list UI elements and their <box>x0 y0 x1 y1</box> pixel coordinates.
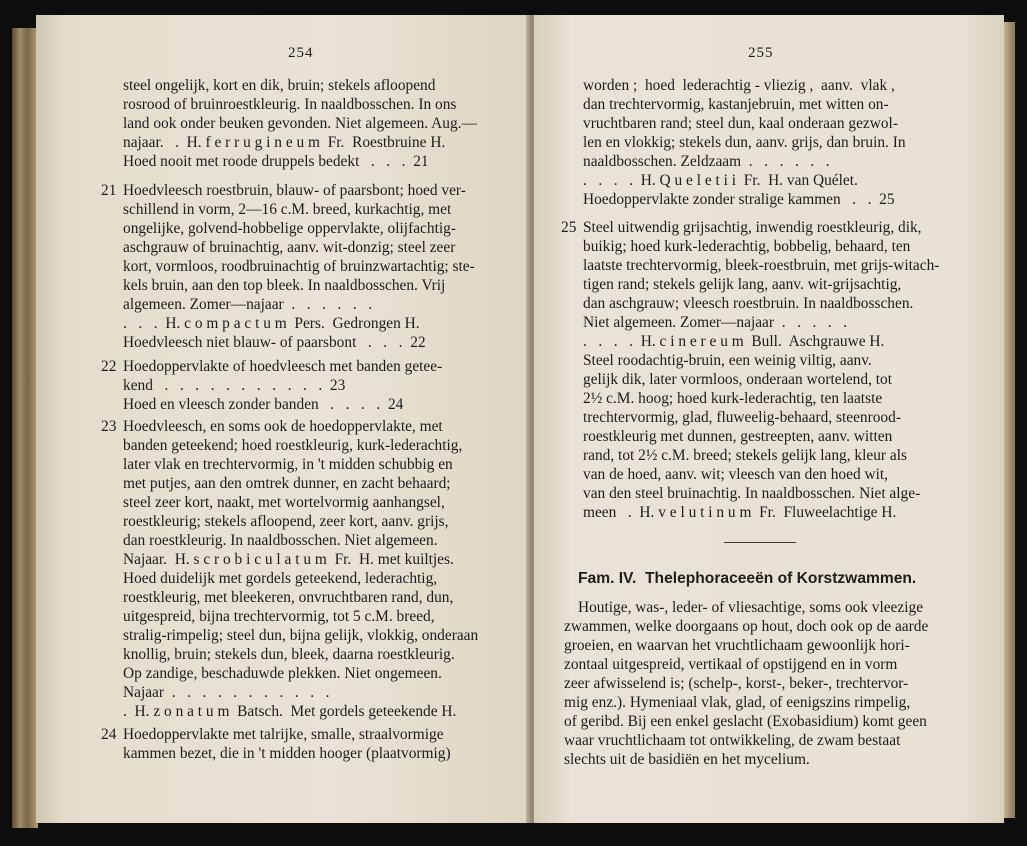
text-line: Hoedvleesch roestbruin, blauw- of paarsbont; hoed ver- <box>123 182 466 199</box>
key-number-21: 21 <box>101 182 117 199</box>
text-line: naaldbosschen. Zeldzaam . . . . . . <box>583 153 830 170</box>
text-line: roestkleurig; stekels afloopend, zeer kort, aanv. grijs, <box>123 513 449 530</box>
text-line: Najaar. H. s c r o b i c u l a t u m Fr. H. met kuiltjes. <box>123 551 454 568</box>
text-line: Hoedvleesch, en soms ook de hoedoppervlakte, met <box>123 418 443 435</box>
left-page <box>36 15 530 823</box>
text-line: . . . H. c o m p a c t u m Pers. Gedrongen H. <box>123 315 420 332</box>
text-line: najaar. . H. f e r r u g i n e u m Fr. Roestbruine H. <box>123 134 446 151</box>
text-line: schillend in vorm, 2—16 c.M. breed, kurkachtig, met <box>123 201 452 218</box>
key-number-24: 24 <box>101 726 117 743</box>
text-line: Hoed duidelijk met gordels geteekend, lederachtig, <box>123 570 438 587</box>
book-page-edges-left <box>12 28 38 828</box>
text-line: . . . . H. Q u e l e t i i Fr. H. van Quélet. <box>583 172 858 189</box>
text-line: . . . . H. c i n e r e u m Bull. Aschgrauwe H. <box>583 333 885 350</box>
text-line: aschgrauw of bruinachtig, aanv. wit-donzig; steel zeer <box>123 239 456 256</box>
text-line: Hoedoppervlakte met talrijke, smalle, straalvormige <box>123 726 444 743</box>
text-line: Hoedoppervlakte zonder stralige kammen . . 25 <box>583 191 895 208</box>
text-line: steel zeer kort, naakt, met wortelvormig aanhangsel, <box>123 494 445 511</box>
text-line: stralig-rimpelig; steel dun, bijna gelijk, vlokkig, onderaan <box>123 627 479 644</box>
text-line: buikig; hoed kurk-lederachtig, bobbelig, behaard, ten <box>583 238 911 255</box>
text-line: worden ; hoed lederachtig - vliezig , aanv. vlak , <box>583 77 895 94</box>
text-line: roestkleurig, met bleekeren, onvruchtbaren rand, dun, <box>123 589 454 606</box>
text-line: met putjes, aan den omtrek dunner, en zacht behaard; <box>123 475 451 492</box>
text-line: vruchtbaren rand; steel dun, kaal onderaan gezwol- <box>583 115 898 132</box>
text-line: later vlak en trechtervormig, in 't midden schubbig en <box>123 456 453 473</box>
text-line: zontaal uitgespreid, vertikaal of opstijgend en in vorm <box>564 656 898 673</box>
text-line: zeer afwisselend is; (schelp-, korst-, beker-, trechtervor- <box>564 675 909 692</box>
text-line: waar vruchtlichaam tot ontwikkeling, de zwam bestaat <box>564 732 901 749</box>
text-line: meen . H. v e l u t i n u m Fr. Fluweelachtige H. <box>583 504 897 521</box>
text-line: mig enz.). Hymeniaal vlak, glad, of eenigszins rimpelig, <box>564 694 911 711</box>
text-line: dan trechtervormig, kastanjebruin, met witten on- <box>583 96 889 113</box>
text-line: Op zandige, beschaduwde plekken. Niet ongemeen. <box>123 665 442 682</box>
text-line: kend . . . . . . . . . . . 23 <box>123 377 346 394</box>
key-number-23: 23 <box>101 418 117 435</box>
text-line: van den steel bruinachtig. In naaldbosschen. Niet alge- <box>583 485 921 502</box>
text-line: laatste trechtervormig, bleek-roestbruin, met grijs-witach- <box>583 257 940 274</box>
text-line: rand, tot 2½ c.M. breed; stekels gelijk lang, kleur als <box>583 447 907 464</box>
text-line: dan roestkleurig. In naaldbosschen. Niet algemeen. <box>123 532 438 549</box>
text-line: len en vlokkig; stekels dun, aanv. grijs, dan bruin. In <box>583 134 906 151</box>
text-line: dan aschgrauw; vleesch roestbruin. In naaldbosschen. <box>583 295 914 312</box>
text-line: 2½ c.M. hoog; hoed kurk-lederachtig, ten laatste <box>583 390 883 407</box>
section-divider <box>724 542 796 543</box>
text-line: rosrood of bruinroestkleurig. In naaldbosschen. In ons <box>123 96 457 113</box>
text-line: uitgespreid, bijna trechtervormig, tot 5 c.M. breed, <box>123 608 435 625</box>
text-line: roestkleurig met dunnen, gestreepten, aanv. witten <box>583 428 893 445</box>
page-number-right: 255 <box>748 45 774 61</box>
text-line: kels bruin, aan den top bleek. In naaldbosschen. Vrij <box>123 277 446 294</box>
page-number-left: 254 <box>288 45 314 61</box>
text-line: land ook onder beuken gevonden. Niet algemeen. Aug.— <box>123 115 477 132</box>
text-line: Steel roodachtig-bruin, een weinig viltig, aanv. <box>583 352 872 369</box>
text-line: gelijk dik, later vormloos, onderaan wortelend, tot <box>583 371 893 388</box>
text-line: Steel uitwendig grijsachtig, inwendig roestkleurig, dik, <box>583 219 922 236</box>
text-line: knollig, bruin; stekels dun, bleek, daarna roestkleurig. <box>123 646 455 663</box>
text-line: steel ongelijk, kort en dik, bruin; stekels afloopend <box>123 77 436 94</box>
text-line: of geribd. Bij een enkel geslacht (Exobasidium) komt geen <box>564 713 927 730</box>
text-line: Hoed en vleesch zonder banden . . . . 24 <box>123 396 404 413</box>
text-line: zwammen, welke doorgaans op hout, doch ook op de aarde <box>564 618 929 635</box>
right-page <box>534 15 1004 823</box>
book-page-edges-right <box>1003 22 1015 818</box>
text-line: . H. z o n a t u m Batsch. Met gordels geteekende H. <box>123 703 457 720</box>
text-line: trechtervormig, glad, fluweelig-behaard, steenrood- <box>583 409 901 426</box>
key-number-22: 22 <box>101 358 117 375</box>
text-line: banden geteekend; hoed roestkleurig, kurk-lederachtig, <box>123 437 463 454</box>
text-line: van de hoed, aanv. wit; vleesch van den hoed wit, <box>583 466 889 483</box>
text-line: Houtige, was-, leder- of vliesachtige, soms ook vleezige <box>578 599 924 616</box>
key-number-25: 25 <box>561 219 577 236</box>
text-line: Hoed nooit met roode druppels bedekt . . . 21 <box>123 153 429 170</box>
text-line: slechts uit de basidiën en het mycelium. <box>564 751 810 768</box>
text-line: algemeen. Zomer—najaar . . . . . . <box>123 296 373 313</box>
text-line: ongelijke, golvend-hobbelige oppervlakte, olijfachtig- <box>123 220 456 237</box>
text-line: Hoedoppervlakte of hoedvleesch met banden getee- <box>123 358 443 375</box>
text-line: groeien, en waarvan het vruchtlichaam gewoonlijk hori- <box>564 637 910 654</box>
text-line: kort, vormloos, roodbruinachtig of bruinzwartachtig; ste- <box>123 258 475 275</box>
text-line: Niet algemeen. Zomer—najaar . . . . . <box>583 314 848 331</box>
family-heading: Fam. IV. Thelephoraceeën of Korstzwammen. <box>578 570 917 587</box>
text-line: Najaar . . . . . . . . . . . <box>123 684 330 701</box>
text-line: kammen bezet, die in 't midden hooger (plaatvormig) <box>123 745 451 762</box>
text-line: Hoedvleesch niet blauw- of paarsbont . . . 22 <box>123 334 426 351</box>
text-line: tigen rand; stekels gelijk lang, aanv. wit-grijsachtig, <box>583 276 902 293</box>
